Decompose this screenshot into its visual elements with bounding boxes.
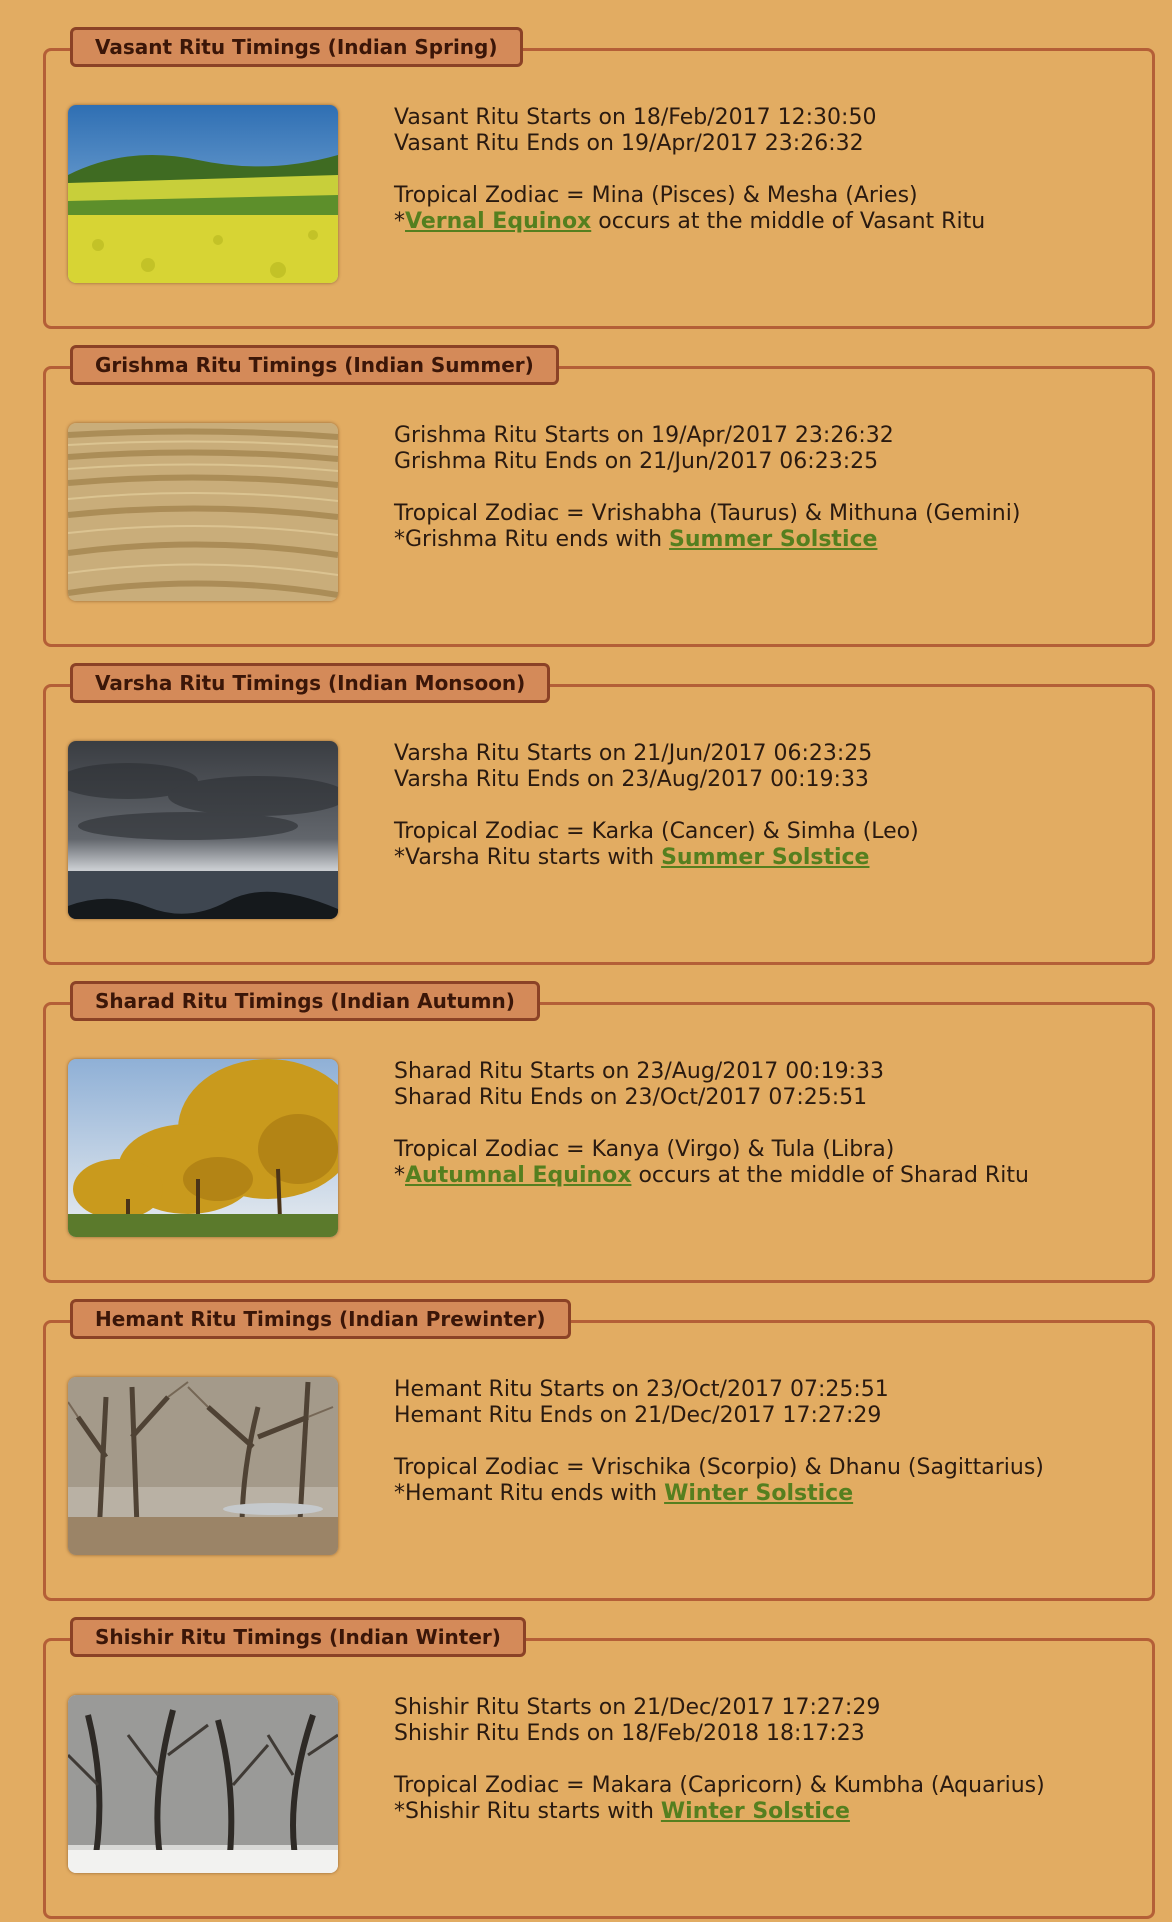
note-prefix: *Grishma Ritu ends with (394, 527, 670, 552)
ritu-panel-grishma (43, 353, 1155, 647)
zodiac-text: Tropical Zodiac = Karka (Cancer) & Simha (Leo) (394, 819, 919, 844)
winter-solstice-link[interactable]: Winter Solstice (664, 1481, 854, 1506)
summer-solstice-link[interactable]: Summer Solstice (669, 527, 878, 552)
zodiac-text: Tropical Zodiac = Vrischika (Scorpio) & Dhanu (Sagittarius) (394, 1455, 1044, 1480)
panel-details (394, 1059, 1029, 1189)
summer-solstice-link[interactable]: Summer Solstice (661, 845, 870, 870)
zodiac-text: Tropical Zodiac = Makara (Capricorn) & Kumbha (Aquarius) (394, 1773, 1045, 1798)
panel-title: Sharad Ritu Timings (Indian Autumn) (70, 981, 540, 1021)
note-prefix: *Hemant Ritu ends with (394, 1481, 665, 1506)
ritu-panel-varsha (43, 671, 1155, 965)
end-time-text: Hemant Ritu Ends on 21/Dec/2017 17:27:29 (394, 1403, 882, 1428)
end-time-text: Vasant Ritu Ends on 19/Apr/2017 23:26:32 (394, 131, 864, 156)
note-suffix: occurs at the middle of Vasant Ritu (591, 209, 986, 234)
note-prefix: * (394, 209, 405, 234)
note-text (394, 1163, 1029, 1189)
note-prefix: *Shishir Ritu starts with (394, 1799, 661, 1824)
panel-details (394, 423, 1020, 553)
autumnal-equinox-link[interactable]: Autumnal Equinox (405, 1163, 632, 1188)
spring-field-photo (68, 105, 338, 283)
ritu-panel-shishir (43, 1625, 1155, 1919)
start-time-text: Grishma Ritu Starts on 19/Apr/2017 23:26:32 (394, 423, 894, 448)
ritu-panel-hemant (43, 1307, 1155, 1601)
note-text (394, 1799, 1045, 1825)
zodiac-text: Tropical Zodiac = Kanya (Virgo) & Tula (Libra) (394, 1137, 895, 1162)
note-suffix: occurs at the middle of Sharad Ritu (631, 1163, 1029, 1188)
panel-details (394, 741, 919, 871)
winter-solstice-link[interactable]: Winter Solstice (660, 1799, 850, 1824)
end-time-text: Grishma Ritu Ends on 21/Jun/2017 06:23:25 (394, 449, 879, 474)
note-prefix: *Varsha Ritu starts with (394, 845, 662, 870)
zodiac-text: Tropical Zodiac = Mina (Pisces) & Mesha (Aries) (394, 183, 918, 208)
prewinter-bare-trees-photo (68, 1377, 338, 1555)
summer-harvest-photo (68, 423, 338, 601)
panel-title: Vasant Ritu Timings (Indian Spring) (70, 27, 523, 67)
note-text (394, 845, 919, 871)
end-time-text: Sharad Ritu Ends on 23/Oct/2017 07:25:51 (394, 1085, 868, 1110)
panel-title: Shishir Ritu Timings (Indian Winter) (70, 1617, 526, 1657)
note-text (394, 1481, 1044, 1507)
start-time-text: Sharad Ritu Starts on 23/Aug/2017 00:19:33 (394, 1059, 884, 1084)
panel-details (394, 1377, 1044, 1507)
end-time-text: Varsha Ritu Ends on 23/Aug/2017 00:19:33 (394, 767, 869, 792)
start-time-text: Shishir Ritu Starts on 21/Dec/2017 17:27:29 (394, 1695, 881, 1720)
winter-snow-trees-photo (68, 1695, 338, 1873)
end-time-text: Shishir Ritu Ends on 18/Feb/2018 18:17:23 (394, 1721, 865, 1746)
vernal-equinox-link[interactable]: Vernal Equinox (405, 209, 592, 234)
note-prefix: * (394, 1163, 405, 1188)
panel-title: Grishma Ritu Timings (Indian Summer) (70, 345, 559, 385)
ritu-panel-sharad (43, 989, 1155, 1283)
start-time-text: Hemant Ritu Starts on 23/Oct/2017 07:25:51 (394, 1377, 889, 1402)
panel-title: Varsha Ritu Timings (Indian Monsoon) (70, 663, 550, 703)
autumn-trees-photo (68, 1059, 338, 1237)
panel-title: Hemant Ritu Timings (Indian Prewinter) (70, 1299, 571, 1339)
ritu-panel-vasant (43, 35, 1155, 329)
start-time-text: Varsha Ritu Starts on 21/Jun/2017 06:23:25 (394, 741, 873, 766)
start-time-text: Vasant Ritu Starts on 18/Feb/2017 12:30:50 (394, 105, 877, 130)
note-text (394, 209, 985, 235)
panel-details (394, 1695, 1045, 1825)
panel-details (394, 105, 985, 235)
zodiac-text: Tropical Zodiac = Vrishabha (Taurus) & Mithuna (Gemini) (394, 501, 1021, 526)
note-text (394, 527, 1020, 553)
monsoon-clouds-photo (68, 741, 338, 919)
